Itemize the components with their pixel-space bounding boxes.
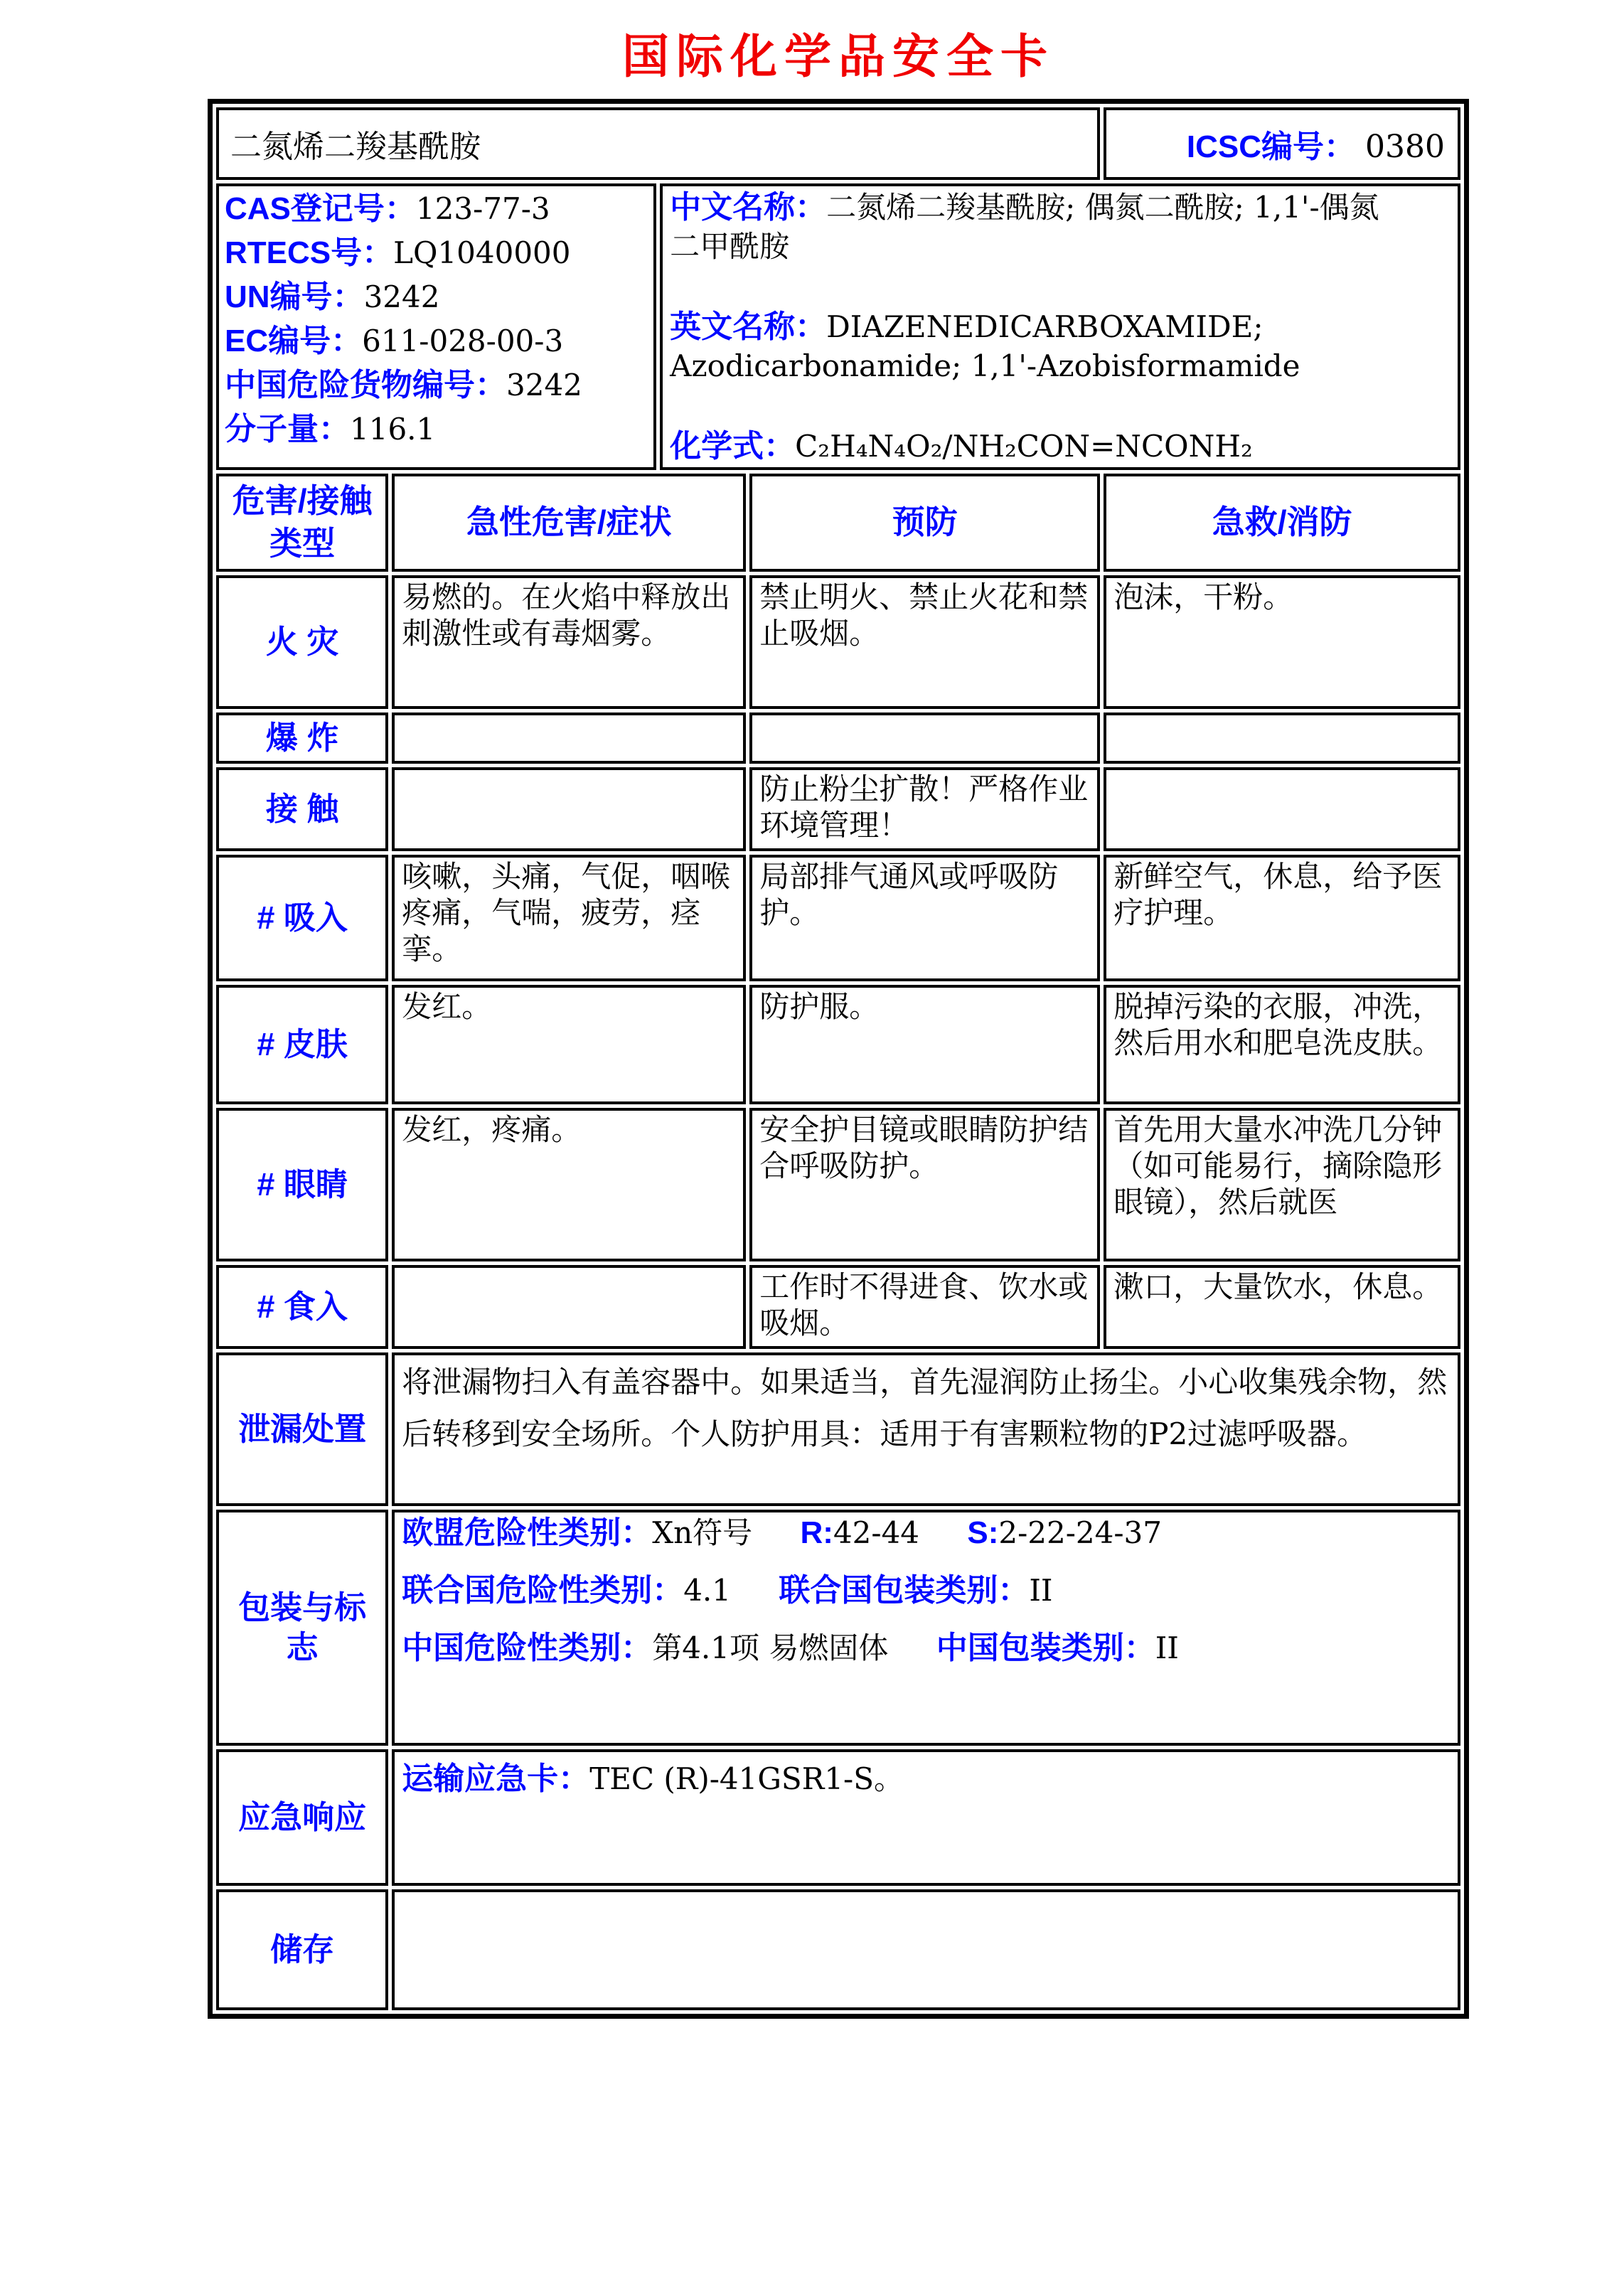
name-label: 英文名称： [670, 309, 827, 344]
pack-pair-label: R: [800, 1515, 833, 1550]
pack-pair [402, 1631, 888, 1665]
page-title: 国际化学品安全卡 [622, 30, 1054, 82]
icsc-label: ICSC编号： [1186, 129, 1356, 164]
hazard-response: 新鲜空气，休息，给予医疗护理。 [1104, 855, 1460, 981]
name-value: DIAZENEDICARBOXAMIDE; Azodicarbonamide; 1,1'-Azobisformamide [670, 309, 1300, 383]
storage-content [392, 1889, 1460, 2010]
id-label: 中国危险货物编号： [225, 368, 506, 402]
pack-pair [936, 1631, 1179, 1665]
hazard-type-skin: # 皮肤 [216, 985, 388, 1104]
storage-label: 储存 [216, 1889, 388, 2010]
emergency-content [392, 1749, 1460, 1886]
spill-text: 将泄漏物扫入有盖容器中。如果适当，首先湿润防止扬尘。小心收集残余物，然后转移到安全场所。个人防护用具：适用于有害颗粒物的P2过滤呼吸器。 [392, 1352, 1460, 1506]
hazard-response: 首先用大量水冲洗几分钟（如可能易行，摘除隐形眼镜），然后就医 [1104, 1108, 1460, 1261]
hazard-symptoms: 发红，疼痛。 [392, 1108, 746, 1261]
id-label: UN编号： [225, 279, 364, 314]
name-value: 二氮烯二羧基酰胺; 偶氮二酰胺; 1,1'-偶氮二甲酰胺 [670, 190, 1379, 265]
hazard-response: 脱掉污染的衣服，冲洗，然后用水和肥皂洗皮肤。 [1104, 985, 1460, 1104]
pack-pair-value: 42-44 [833, 1515, 920, 1550]
pack-pair [801, 1515, 920, 1550]
hazard-prevention: 安全护目镜或眼睛防护结合呼吸防护。 [749, 1108, 1100, 1261]
pack-pair-value: Xn符号 [652, 1515, 753, 1550]
id-value: 611-028-00-3 [362, 324, 564, 358]
id-value: 123-77-3 [415, 191, 550, 226]
chemical-name: 二氮烯二羧基酰胺 [216, 107, 1100, 180]
name-line-formula [670, 426, 1381, 466]
safety-card-table [208, 99, 1469, 2019]
emergency-entry-label: 运输应急卡： [402, 1761, 590, 1796]
emergency-entry-value: TEC (R)-41GSR1-S。 [589, 1761, 904, 1796]
hazard-prevention [749, 713, 1100, 764]
id-line-cas [225, 187, 646, 231]
col-header-prevention: 预防 [749, 474, 1100, 572]
pack-pair-label: S: [967, 1515, 999, 1550]
hazard-type-fire: 火 灾 [216, 575, 388, 709]
hazard-symptoms [392, 767, 746, 851]
hazard-prevention: 防护服。 [749, 985, 1100, 1104]
hazard-prevention: 禁止明火、禁止火花和禁止吸烟。 [749, 575, 1100, 709]
name-label: 中文名称： [670, 190, 827, 225]
packaging-line-china [402, 1628, 1451, 1667]
hazard-prevention: 工作时不得进食、饮水或吸烟。 [749, 1265, 1100, 1349]
hazard-type-explosion: 爆 炸 [216, 713, 388, 764]
packaging-label: 包装与标志 [216, 1510, 388, 1746]
col-header-hazard-type: 危害/接触类型 [216, 474, 388, 572]
id-line-ec [225, 319, 646, 363]
hazard-symptoms [392, 1265, 746, 1349]
hazard-type-ingestion: # 食入 [216, 1265, 388, 1349]
id-line-molweight [225, 407, 646, 452]
name-line-english [670, 306, 1381, 386]
pack-pair-label: 联合国包装类别： [779, 1572, 1030, 1608]
pack-pair-value: 第4.1项 易燃固体 [652, 1630, 889, 1665]
hazard-response [1104, 767, 1460, 851]
col-header-response: 急救/消防 [1104, 474, 1460, 572]
hazard-symptoms [392, 713, 746, 764]
packaging-line-un [402, 1571, 1451, 1610]
col-header-symptoms: 急性危害/症状 [392, 474, 746, 572]
id-value: LQ1040000 [393, 235, 571, 270]
packaging-content [392, 1510, 1460, 1746]
name-label: 化学式： [670, 428, 796, 464]
name-line-chinese [670, 187, 1381, 267]
id-value: 3242 [506, 368, 582, 402]
names-cell [660, 183, 1460, 470]
id-label: RTECS号： [225, 235, 394, 270]
pack-pair-value: 4.1 [683, 1572, 731, 1608]
id-label: EC编号： [225, 324, 363, 358]
hazard-type-inhalation: # 吸入 [216, 855, 388, 981]
id-line-china-dg [225, 363, 646, 407]
spill-label: 泄漏处置 [216, 1352, 388, 1506]
emergency-entry [402, 1753, 1451, 1798]
pack-pair [402, 1515, 752, 1550]
id-label: CAS登记号： [225, 191, 416, 226]
pack-pair-value: II [1155, 1630, 1179, 1665]
hazard-response [1104, 713, 1460, 764]
emergency-label: 应急响应 [216, 1749, 388, 1886]
packaging-line-eu [402, 1513, 1451, 1552]
icsc-cell [1104, 107, 1460, 180]
hazard-prevention: 局部排气通风或呼吸防护。 [749, 855, 1100, 981]
pack-pair [967, 1515, 1162, 1550]
pack-pair-value: II [1029, 1572, 1053, 1608]
pack-pair-label: 联合国危险性类别： [402, 1572, 684, 1608]
name-value: C₂H₄N₄O₂/NH₂CON=NCONH₂ [795, 428, 1253, 464]
id-value: 116.1 [350, 412, 436, 447]
hazard-response: 泡沫，干粉。 [1104, 575, 1460, 709]
pack-pair [402, 1573, 731, 1608]
pack-pair-label: 中国包装类别： [936, 1630, 1155, 1665]
hazard-symptoms: 易燃的。在火焰中释放出刺激性或有毒烟雾。 [392, 575, 746, 709]
id-value: 3242 [363, 279, 440, 314]
hazard-prevention: 防止粉尘扩散！严格作业环境管理！ [749, 767, 1100, 851]
hazard-symptoms: 咳嗽，头痛，气促，咽喉疼痛，气喘，疲劳，痉挛。 [392, 855, 746, 981]
pack-pair [779, 1573, 1052, 1608]
id-label: 分子量： [225, 412, 350, 447]
identifier-list [216, 183, 656, 470]
pack-pair-label: 中国危险性类别： [402, 1630, 653, 1665]
hazard-symptoms: 发红。 [392, 985, 746, 1104]
hazard-type-exposure: 接 触 [216, 767, 388, 851]
id-line-un [225, 275, 646, 319]
pack-pair-label: 欧盟危险性类别： [402, 1515, 653, 1550]
hazard-type-eyes: # 眼睛 [216, 1108, 388, 1261]
icsc-number: 0380 [1365, 129, 1445, 165]
hazard-response: 漱口，大量饮水，休息。 [1104, 1265, 1460, 1349]
id-line-rtecs [225, 231, 646, 275]
pack-pair-value: 2-22-24-37 [998, 1515, 1163, 1550]
